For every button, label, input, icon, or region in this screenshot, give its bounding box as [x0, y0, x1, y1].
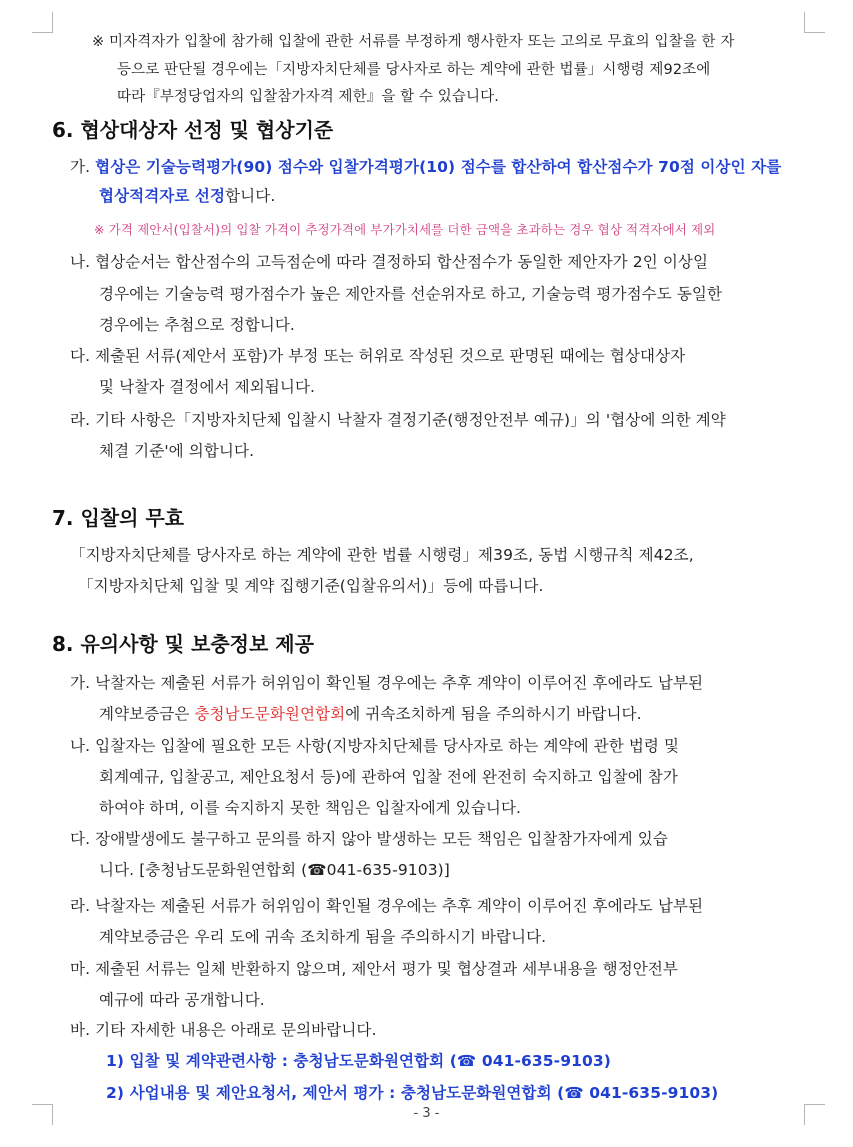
section-heading: 8. 유의사항 및 보충정보 제공 [52, 632, 314, 656]
list-item-continuation: 니다. [충청남도문화원연합회 (☎041-635-9103)] [99, 861, 450, 879]
note-line: 따라『부정당업자의 입찰참가자격 제한』을 할 수 있습니다. [117, 89, 499, 105]
list-item-continuation: 하여야 하며, 이를 숙지하지 못한 책임은 입찰자에게 있습니다. [99, 799, 522, 817]
list-item-continuation: 경우에는 추첨으로 정합니다. [99, 316, 295, 334]
contact-line: 1) 입찰 및 계약관련사항 : 충청남도문화원연합회 (☎ 041-635-9103) [106, 1052, 611, 1070]
crop-mark-top-left [32, 12, 53, 33]
list-item-continuation: 회계예규, 입찰공고, 제안요청서 등)에 관하여 입찰 전에 완전히 숙지하고 입찰에 참가 [99, 768, 678, 786]
emphasis-text: 협상은 기술능력평가(90) 점수와 입찰가격평가(10) 점수를 합산하여 합산점수가 70점 이상인 자를 [95, 158, 782, 176]
list-item-continuation: 체결 기준'에 의합니다. [99, 442, 255, 460]
list-item: 라. 낙찰자는 제출된 서류가 허위임이 확인될 경우에는 추후 계약이 이루어진 후에라도 납부된 [70, 897, 704, 915]
crop-mark-top-right [804, 12, 825, 33]
list-item: 바. 기타 자세한 내용은 아래로 문의바랍니다. [70, 1021, 377, 1039]
plain-text: 합니다. [225, 187, 276, 205]
list-item [70, 157, 781, 177]
list-item-continuation [99, 186, 275, 206]
organization-name: 충청남도문화원연합회 [194, 705, 346, 723]
list-item-continuation: 예규에 따라 공개합니다. [99, 991, 265, 1009]
list-item-continuation [99, 704, 642, 724]
list-item: 마. 제출된 서류는 일체 반환하지 않으며, 제안서 평가 및 협상결과 세부내용을 행정안전부 [70, 960, 678, 978]
paragraph-line: 「지방자치단체를 당사자로 하는 계약에 관한 법률 시행령」제39조, 동법 시행규칙 제42조, [70, 546, 694, 564]
list-item: 라. 기타 사항은「지방자치단체 입찰시 낙찰자 결정기준(행정안전부 예규)」의 '협상에 의한 계약 [70, 411, 726, 429]
list-item: 나. 협상순서는 합산점수의 고득점순에 따라 결정하되 합산점수가 동일한 제안자가 2인 이상일 [70, 253, 709, 271]
note-line: ※ 미자격자가 입찰에 참가해 입찰에 관한 서류를 부정하게 행사한자 또는 고의로 무효의 입찰을 한 자 [92, 34, 735, 50]
exclusion-note: ※ 가격 제안서(입찰서)의 입찰 가격이 추정가격에 부가가치세를 더한 금액을 초과하는 경우 협상 적격자에서 제외 [94, 222, 716, 237]
contact-line: 2) 사업내용 및 제안요청서, 제안서 평가 : 충청남도문화원연합회 (☎ 041-635-9103) [106, 1084, 719, 1102]
list-item-continuation: 계약보증금은 우리 도에 귀속 조치하게 됨을 주의하시기 바랍니다. [99, 928, 547, 946]
list-marker: 가. [70, 158, 91, 176]
list-item: 다. 제출된 서류(제안서 포함)가 부정 또는 허위로 작성된 것으로 판명된 때에는 협상대상자 [70, 347, 686, 365]
note-line: 등으로 판단될 경우에는「지방자치단체를 당사자로 하는 계약에 관한 법률」시행령 제92조에 [117, 62, 711, 78]
list-item-continuation: 경우에는 기술능력 평가점수가 높은 제안자를 선순위자로 하고, 기술능력 평가점수도 동일한 [99, 285, 723, 303]
section-heading: 7. 입찰의 무효 [52, 506, 185, 530]
list-item-continuation: 및 낙찰자 결정에서 제외됩니다. [99, 378, 316, 396]
list-item: 가. 낙찰자는 제출된 서류가 허위임이 확인될 경우에는 추후 계약이 이루어진 후에라도 납부된 [70, 674, 704, 692]
page-number: - 3 - [413, 1106, 440, 1121]
paragraph-line: 「지방자치단체 입찰 및 계약 집행기준(입찰유의서)」등에 따릅니다. [78, 577, 544, 595]
emphasis-text: 협상적격자로 선정 [99, 187, 226, 205]
plain-text: 계약보증금은 [99, 705, 195, 723]
list-item: 다. 장애발생에도 불구하고 문의를 하지 않아 발생하는 모든 책임은 입찰참가자에게 있습 [70, 830, 668, 848]
list-item: 나. 입찰자는 입찰에 필요한 모든 사항(지방자치단체를 당사자로 하는 계약에 관한 법령 및 [70, 737, 680, 755]
section-heading: 6. 협상대상자 선정 및 협상기준 [52, 118, 334, 142]
plain-text: 에 귀속조치하게 됨을 주의하시기 바랍니다. [345, 705, 642, 723]
